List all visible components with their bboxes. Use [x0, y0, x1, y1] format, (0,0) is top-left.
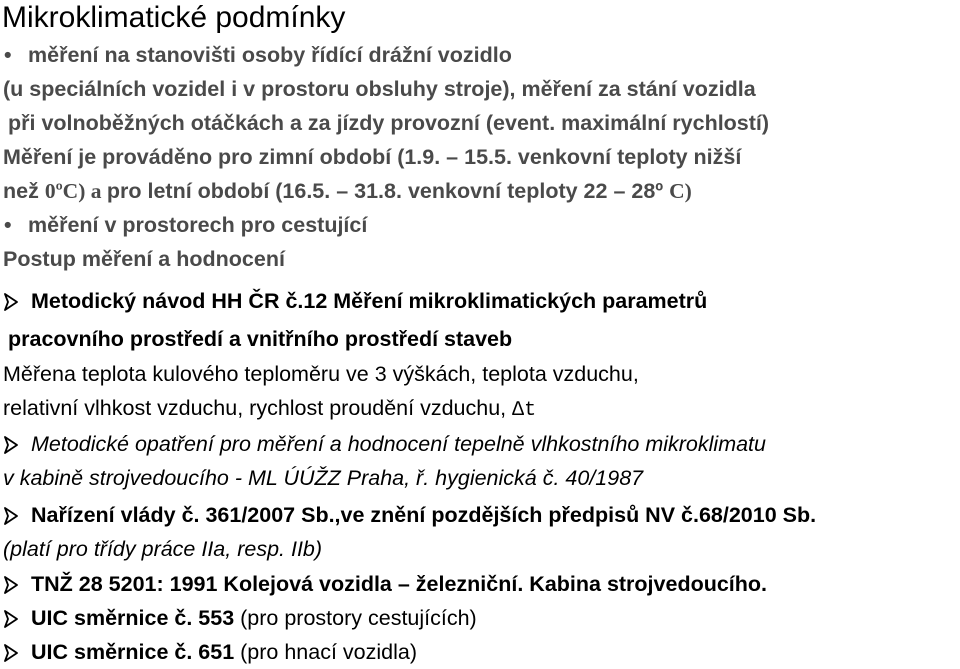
text-line-seasons [3, 174, 692, 208]
arrowhead-bullet-icon [3, 507, 31, 525]
arrow-item-text: Metodické opatření pro měření a hodnocení tepelně vlhkostního mikroklimatu [31, 432, 766, 456]
page-title: Mikroklimatické podmínky [2, 1, 346, 34]
text-line: při volnoběžných otáčkách a za jízdy provozní (event. maximální rychlostí) [8, 111, 770, 135]
text-line: (u speciálních vozidel i v prostoru obsluhy stroje), měření za stání vozidla [3, 77, 756, 101]
arrow-item-methodical-guide [3, 284, 707, 318]
text-line: pracovního prostředí a vnitřního prostředí staveb [8, 327, 513, 351]
arrow-item-text: TNŽ 28 5201: 1991 Kolejová vozidla – železniční. Kabina strojvedoucího. [31, 572, 768, 596]
arrowhead-bullet-icon [3, 436, 31, 454]
arrowhead-bullet-icon [3, 576, 31, 594]
text-line: (platí pro třídy práce IIa, resp. IIb) [3, 537, 323, 561]
bullet-dot: • [4, 43, 12, 67]
text-fragment: UIC směrnice č. [31, 640, 199, 664]
text-fragment: než [3, 179, 45, 203]
arrow-item-government-decree [3, 498, 816, 532]
bullet-item-passenger-areas [0, 208, 367, 242]
text-fragment: (pro prostory cestujících) [234, 606, 477, 630]
text-fragment: 553 [198, 606, 235, 630]
text-fragment: C) [669, 179, 692, 203]
text-fragment: 651 [198, 640, 235, 664]
text-fragment: pro letní období (16.5. – 31.8. venkovní teploty 22 – 28º [106, 179, 670, 203]
text-line-parameters [3, 391, 536, 428]
arrowhead-bullet-icon [3, 644, 31, 662]
text-fragment: 0ºC) [44, 179, 86, 203]
bullet-item-measurement-driver [0, 38, 512, 72]
bullet-dot: • [4, 213, 12, 237]
text-line: v kabině strojvedoucího - ML ÚÚŽZ Praha, ř. hygienická č. 40/1987 [3, 466, 644, 490]
arrow-item-methodical-measure [3, 427, 766, 461]
arrow-item-uic-553 [3, 601, 477, 635]
text-fragment: relativní vlhkost vzduchu, rychlost proudění vzduchu, [3, 396, 513, 420]
arrow-item-text: Nařízení vlády č. 361/2007 Sb.,ve znění pozdějších předpisů NV č.68/2010 Sb. [31, 503, 817, 527]
bullet-text: měření na stanovišti osoby řídící drážní vozidlo [28, 43, 512, 67]
arrow-item-tnz-standard [3, 567, 767, 601]
text-fragment: (pro hnací vozidla) [234, 640, 418, 664]
arrow-item-text: Metodický návod HH ČR č.12 Měření mikroklimatických parametrů [31, 289, 708, 313]
text-fragment: a [85, 179, 107, 203]
text-fragment: UIC směrnice č. [31, 606, 199, 630]
arrow-item-uic-651 [3, 635, 417, 669]
delta-t-symbol: ∆t [512, 399, 537, 422]
text-line: Měřena teplota kulového teploměru ve 3 výškách, teplota vzduchu, [3, 362, 639, 386]
arrowhead-bullet-icon [3, 293, 31, 311]
bullet-text: měření v prostorech pro cestující [28, 213, 368, 237]
arrowhead-bullet-icon [3, 610, 31, 628]
section-heading: Postup měření a hodnocení [3, 247, 285, 271]
text-line: Měření je prováděno pro zimní období (1.9. – 15.5. venkovní teploty nižší [3, 145, 742, 169]
